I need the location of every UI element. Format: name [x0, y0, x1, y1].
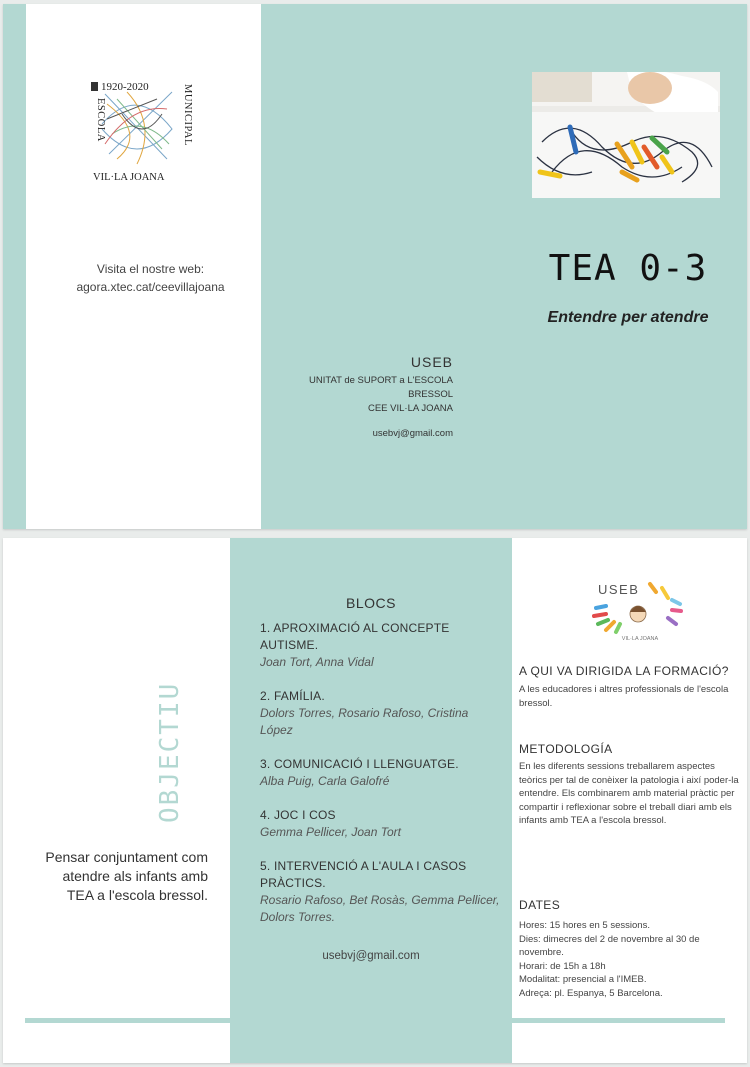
logo-right-word: MUNICIPAL — [182, 84, 193, 146]
bloc-title: 3. COMUNICACIÓ I LLENGUATGE. — [260, 757, 459, 771]
logo-years: 1920-2020 — [101, 81, 149, 93]
bloc-item — [260, 688, 500, 739]
bloc-item — [260, 620, 500, 671]
visit-label: Visita el nostre web: — [96, 262, 205, 276]
dates-heading: DATES — [519, 898, 561, 912]
dates-line: Adreça: pl. Espanya, 5 Barcelona. — [519, 987, 663, 999]
bloc-people: Alba Puig, Carla Galofré — [260, 774, 390, 788]
dates-list — [519, 919, 741, 1000]
school-logo — [87, 74, 197, 184]
brochure-subtitle: Entendre per atendre — [547, 309, 709, 326]
unit-info — [283, 354, 453, 439]
dates-line: Hores: 15 hores en 5 sessions. — [519, 920, 650, 931]
bloc-title: 2. FAMÍLIA. — [260, 689, 325, 703]
child-drawing-photo — [532, 72, 720, 198]
unit-name: USEB — [410, 354, 453, 370]
brochure-inside-sheet — [3, 538, 747, 1063]
bloc-item — [260, 807, 500, 841]
dates-line: Dies: dimecres del 2 de novembre al 30 de novembre. — [519, 933, 700, 958]
unit-line: UNITAT de SUPORT a L'ESCOLA — [308, 375, 453, 386]
useb-logo-name: USEB — [598, 582, 640, 597]
dates-line: Modalitat: presencial a l'IMEB. — [519, 974, 647, 985]
unit-line: BRESSOL — [408, 389, 453, 400]
teal-band-left — [3, 4, 26, 529]
audience-text: A les educadores i altres professionals de l'escola bressol. — [519, 684, 729, 709]
bloc-people: Rosario Rafoso, Bet Rosàs, Gemma Pellicer, Dolors Torres. — [260, 893, 500, 924]
website-link[interactable]: agora.xtec.cat/ceevillajoana — [76, 280, 225, 294]
blocs-email[interactable]: usebvj@gmail.com — [322, 950, 420, 962]
brochure-title: TEA 0-3 — [548, 248, 708, 289]
unit-line: CEE VIL·LA JOANA — [367, 403, 453, 414]
useb-logo-sub: VIL·LA JOANA — [621, 636, 659, 642]
bloc-title: 5. INTERVENCIÓ A L'AULA I CASOS PRÀCTICS. — [260, 859, 467, 890]
bloc-people: Gemma Pellicer, Joan Tort — [260, 825, 401, 839]
bloc-item — [260, 756, 500, 790]
logo-bottom-word: VIL·LA JOANA — [93, 172, 165, 183]
bloc-title: 4. JOC I COS — [260, 808, 336, 822]
useb-logo — [588, 578, 688, 642]
unit-email[interactable]: usebvj@gmail.com — [372, 428, 453, 439]
website-notice — [43, 260, 258, 296]
blocs-title: BLOCS — [346, 595, 396, 611]
bottom-rule — [25, 1018, 725, 1023]
blocs-list — [260, 620, 500, 943]
dates-line: Horari: de 15h a 18h — [519, 960, 606, 972]
brochure-cover-sheet — [3, 4, 747, 529]
objectiu-heading: OBJECTIU — [155, 681, 185, 823]
logo-left-word: ESCOLA — [95, 98, 106, 142]
method-heading: METODOLOGÍA — [519, 742, 613, 756]
bloc-title: 1. APROXIMACIÓ AL CONCEPTE AUTISME. — [260, 621, 450, 652]
logo-mark-icon — [91, 82, 98, 91]
method-text: En les diferents sessions treballarem aspectes teòrics per tal de conèixer la patologia i així poder-la entendre. Els combinarem amb material pràctic per compartir i reflexionar sobre el treball diari amb els infants amb TEA a l'escola bressol. — [519, 761, 739, 826]
bloc-people: Dolors Torres, Rosario Rafoso, Cristina López — [260, 706, 469, 737]
audience-heading: A QUI VA DIRIGIDA LA FORMACIÓ? — [519, 664, 729, 678]
objectiu-text: Pensar conjuntament com atendre als infants amb TEA a l'escola bressol. — [45, 849, 208, 903]
bloc-people: Joan Tort, Anna Vidal — [260, 655, 374, 669]
bloc-item — [260, 858, 500, 926]
